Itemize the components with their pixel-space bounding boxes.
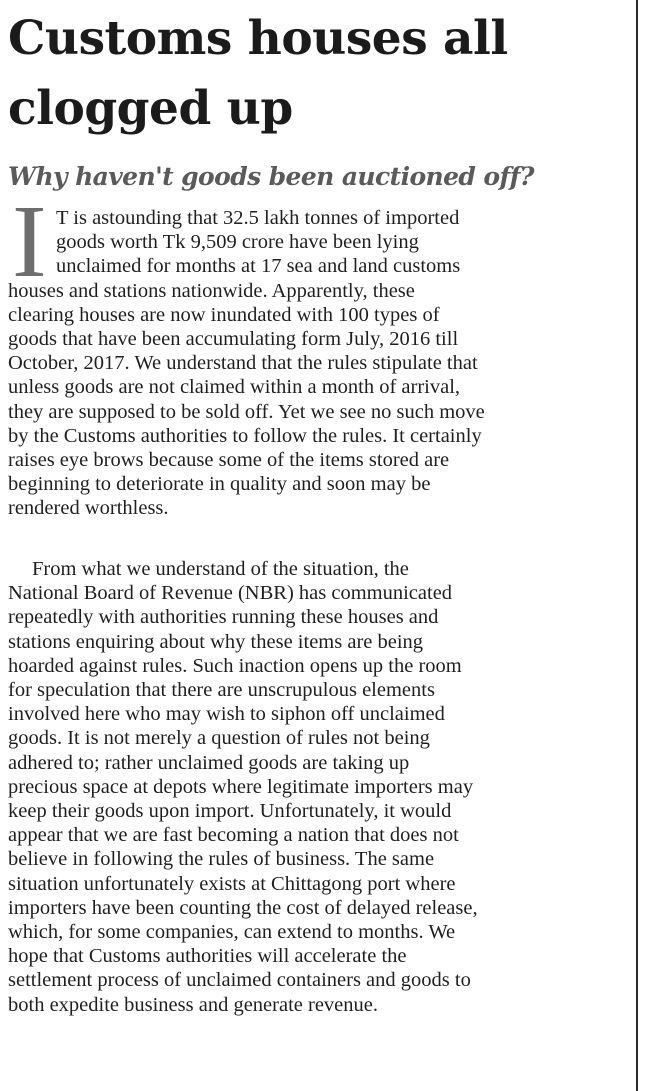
text-line: From what we understand of the situation, the bbox=[32, 558, 409, 580]
text-line: beginning to deteriorate in quality and soon may be bbox=[8, 473, 431, 496]
text-line: National Board of Revenue (NBR) has communicated bbox=[8, 582, 453, 605]
text-line: goods. It is not merely a question of rules not being bbox=[8, 727, 430, 750]
text-line: importers have been counting the cost of delayed release, bbox=[8, 896, 478, 919]
text-line: hope that Customs authorities will accelerate the bbox=[8, 945, 407, 968]
text-line: which, for some companies, can extend to months. We bbox=[8, 921, 456, 944]
text-line: T is astounding that 32.5 lakh tonnes of imported bbox=[56, 207, 460, 229]
text-line: unclaimed for months at 17 sea and land customs bbox=[56, 255, 461, 278]
text-line: believe in following the rules of business. The same bbox=[8, 848, 435, 871]
text-line: goods worth Tk 9,509 crore have been lying bbox=[56, 231, 419, 254]
drop-cap: I bbox=[12, 184, 47, 299]
text-line: October, 2017. We understand that the rules stipulate that bbox=[8, 352, 478, 375]
paragraph-2 bbox=[8, 557, 478, 1017]
text-line: situation unfortunately exists at Chittagong port where bbox=[8, 872, 456, 895]
text-line: keep their goods upon import. Unfortunately, it would bbox=[8, 800, 452, 823]
text-line: houses and stations nationwide. Apparently, these bbox=[8, 279, 415, 302]
text-line: rendered worthless. bbox=[8, 497, 169, 520]
text-line: by the Customs authorities to follow the rules. It certainly bbox=[8, 424, 482, 447]
text-line: goods that have been accumulating form July, 2016 till bbox=[8, 328, 459, 351]
paragraph-1 bbox=[8, 184, 588, 521]
text-line: appear that we are fast becoming a nation that does not bbox=[8, 824, 459, 847]
text-line: settlement process of unclaimed containers and goods to bbox=[8, 969, 471, 992]
subheadline: Why haven't goods been auctioned off? bbox=[8, 162, 534, 191]
headline bbox=[8, 4, 628, 144]
text-line: precious space at depots where legitimate importers may bbox=[8, 775, 474, 798]
text-line: involved here who may wish to siphon off unclaimed bbox=[8, 703, 445, 726]
text-line: they are supposed to be sold off. Yet we see no such move bbox=[8, 400, 485, 423]
text-line: adhered to; rather unclaimed goods are taking up bbox=[8, 751, 410, 774]
headline-line: Customs houses all bbox=[8, 11, 508, 66]
text-line: stations enquiring about why these items are being bbox=[8, 630, 424, 653]
text-line: repeatedly with authorities running these houses and bbox=[8, 606, 439, 629]
text-line: hoarded against rules. Such inaction opens up the room bbox=[8, 654, 462, 677]
text-line: both expedite business and generate revenue. bbox=[8, 993, 379, 1016]
text-line: unless goods are not claimed within a month of arrival, bbox=[8, 376, 461, 399]
headline-line: clogged up bbox=[8, 81, 293, 136]
text-line: clearing houses are now inundated with 100 types of bbox=[8, 303, 440, 326]
text-line: for speculation that there are unscrupulous elements bbox=[8, 679, 435, 702]
text-line: raises eye brows because some of the items stored are bbox=[8, 449, 450, 472]
article-body bbox=[8, 184, 588, 1016]
